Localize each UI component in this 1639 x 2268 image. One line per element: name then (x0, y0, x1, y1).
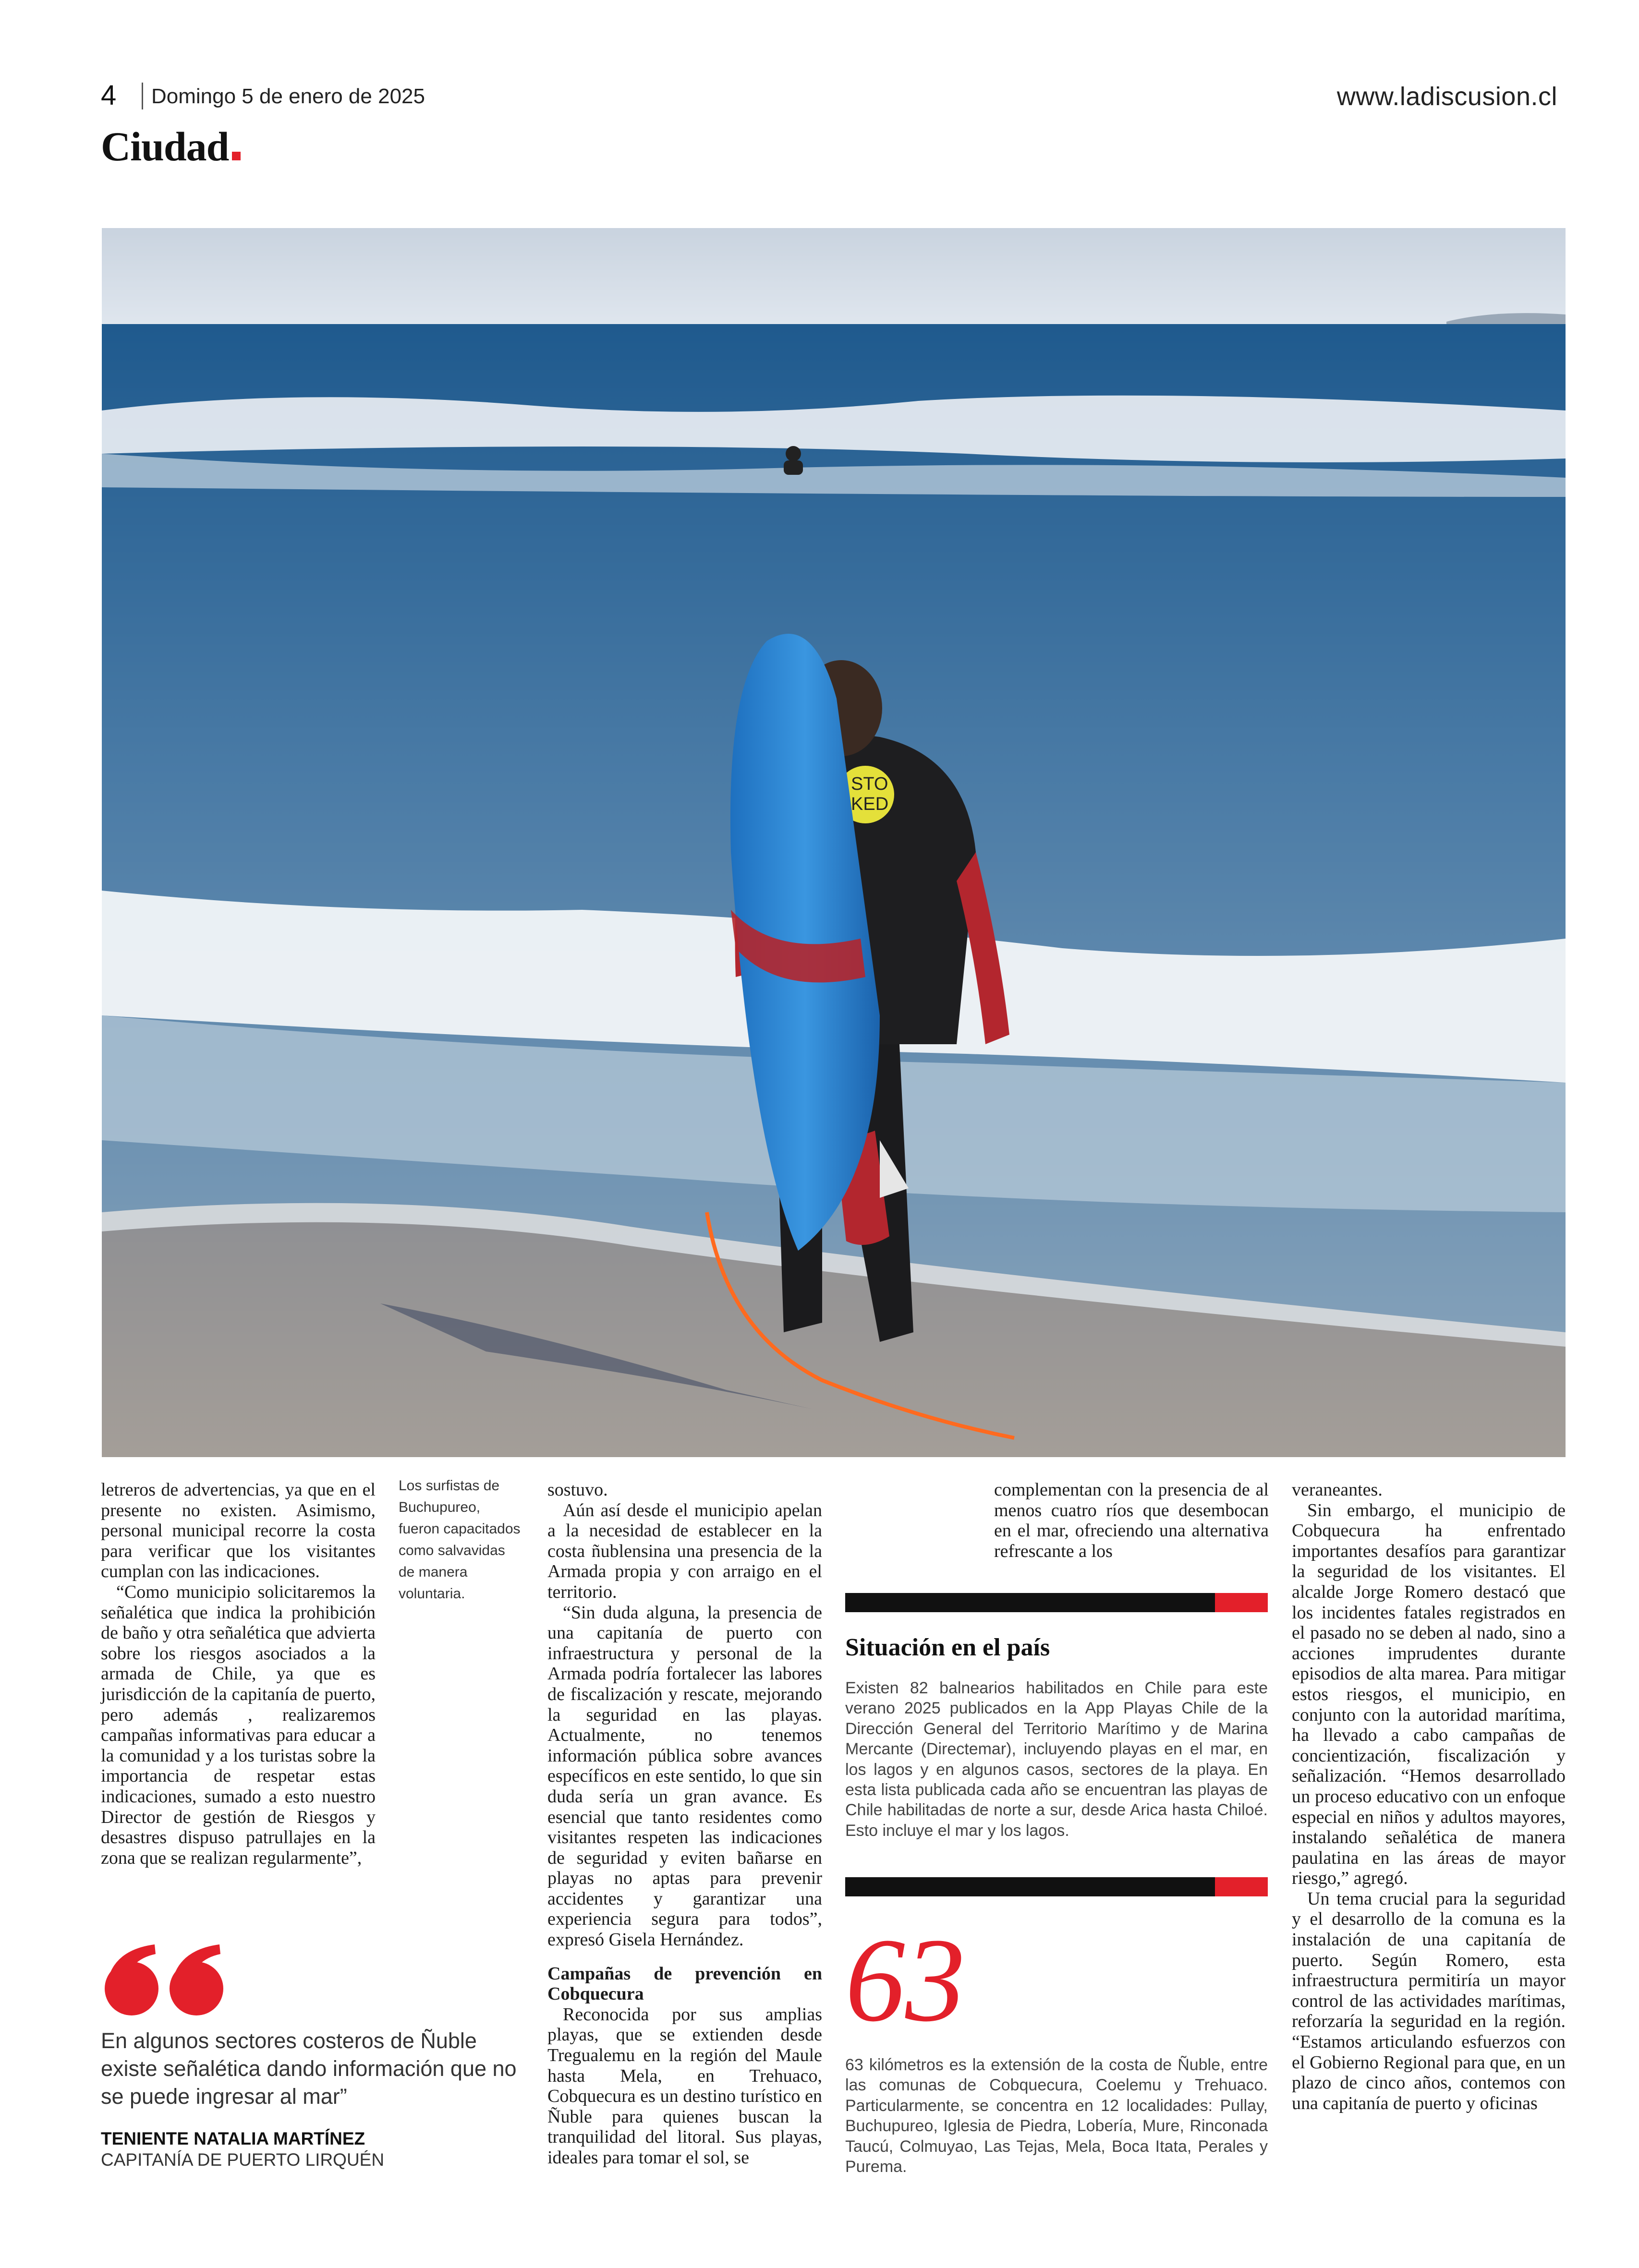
quote-author-role: CAPITANÍA DE PUERTO LIRQUÉN (101, 2150, 385, 2170)
highlight-text: 63 kilómetros es la extensión de la costa de Ñuble, entre las comunas de Cobquecura, Coelemu y Trehuaco. Particularmente, se concentra en 12 localidades: Pullay, Buchupureo, Iglesia de Piedra, Lobería, Mure, Rinconada Taucú, Colmuyao, Las Tejas, Mela, Boca Itata, Perales y Purema. (845, 2056, 1268, 2176)
surfer-photo (102, 228, 1566, 1457)
box-divider-bar (845, 1877, 1268, 1896)
bar-red (1215, 1877, 1268, 1896)
section-title (101, 122, 241, 170)
page-number: 4 (101, 80, 117, 111)
info-box-text: Existen 82 balnearios habilitados en Chile para este verano 2025 publicados en la App Playas Chile de la Dirección General del Territorio Marítimo y de Marina Mercante (Directemar), incluyendo playas en el mar, en los lagos y en algunos casos, sectores de la playa. En esta lista publicada cada año se encuentran las playas de Chile habilitadas de norte a sur, desde Arica hasta Chiloé. Esto incluye el mar y los lagos. (845, 1679, 1268, 1840)
pull-quote-text: En algunos sectores costeros de Ñuble existe señalética dando información que no se puede ingresar al mar” (101, 2028, 517, 2109)
bar-red (1215, 1593, 1268, 1612)
section-title-text: Ciudad (101, 123, 229, 169)
article-column-4 (1292, 1480, 1566, 2113)
highlight-number: 63 (845, 1914, 965, 2047)
bar-black (845, 1877, 1215, 1896)
article-paragraph: Reconocida por sus amplias playas, que se extienden desde Tregualemu en la región del Maule hasta Mela, en Trehuaco, Cobquecura es un destino turístico en Ñuble para quienes buscan la tranquilidad del litoral. Sus playas, ideales para tomar el sol, se (547, 2004, 822, 2168)
publication-date: Domingo 5 de enero de 2025 (151, 84, 425, 108)
article-paragraph: Un tema crucial para la seguridad y el desarrollo de la comuna es la instalación de una capitanía de puerto. Según Romero, esta infraestructura permitiría un mayor control de las actividades marítimas, reforzaría la seguridad en la región. “Estamos articulando esfuerzos con el Gobierno Regional para que, en un plazo de cinco años, contemos con una capitanía de puerto y oficinas (1292, 1888, 1566, 2113)
article-column-3 (994, 1480, 1269, 1561)
box-divider-bar (845, 1593, 1268, 1612)
article-column-2 (547, 1480, 822, 2168)
article-paragraph: complementan con la presencia de al menos cuatro ríos que desembocan en el mar, ofreciendo una alternativa refrescante a los (994, 1480, 1269, 1561)
header-separator (142, 83, 143, 109)
article-paragraph: sostuvo. (547, 1480, 608, 1500)
photo-caption: Los surfistas de Buchupureo, fueron capacitados como salvavidas de manera voluntaria. (399, 1478, 521, 1602)
quote-mark-icon (102, 1941, 231, 2017)
bar-black (845, 1593, 1215, 1612)
website-link[interactable]: www.ladiscusion.cl (1336, 82, 1557, 111)
wetsuit-text-line2: KED (851, 794, 889, 814)
quote-author: TENIENTE NATALIA MARTÍNEZ (101, 2129, 365, 2148)
wetsuit-text-line1: STO (851, 774, 888, 794)
article-paragraph: Aún así desde el municipio apelan a la necesidad de establecer en la costa ñublensina una presencia de la Armada propia y con arraigo en el territorio. (547, 1500, 822, 1602)
info-box-title: Situación en el país (845, 1634, 1050, 1661)
surfer-photo-illustration (102, 228, 1566, 1457)
article-paragraph: veraneantes. (1292, 1480, 1383, 1500)
article-column-1 (101, 1480, 376, 1868)
article-paragraph: “Sin duda alguna, la presencia de una capitanía de puerto con infraestructura y personal de la Armada podría fortalecer las labores de fiscalización y rescate, mejorando la seguridad en las playas. Actualmente, no tenemos información pública sobre avances específicos en este sentido, lo que sin duda sería un gran avance. Es esencial que tanto residentes como visitantes respeten las indicaciones de seguridad y eviten bañarse en playas no aptas para prevenir accidentes y garantizar una experiencia segura para todos”, expresó Gisela Hernández. (547, 1602, 822, 1950)
article-paragraph: Sin embargo, el municipio de Cobquecura ha enfrentado importantes desafíos para garantizar la seguridad de los visitantes. El alcalde Jorge Romero destacó que los incidentes fatales registrados en el pasado no se deben al nado, sino a acciones imprudentes durante episodios de alta marea. Para mitigar estos riesgos, el municipio, en conjunto con la autoridad marítima, ha llevado a cabo campañas de concientización, fiscalización y señalización. “Hemos desarrollado un proceso educativo con un enfoque especial en niños y adultos mayores, instalando señalética de manera paulatina en las áreas de mayor riesgo,” agregó. (1292, 1500, 1566, 1889)
article-paragraph: letreros de advertencias, ya que en el presente no existen. Asimismo, personal municipal recorre la costa para verificar que los visitantes cumplan con las indicaciones. (101, 1480, 376, 1582)
section-dot-icon (232, 152, 241, 160)
article-paragraph: “Como municipio solicitaremos la señalética que indica la prohibición de baño y otra señalética que advierta sobre los riesgos asociados a la armada de Chile, ya que es jurisdicción de la capitanía de puerto, pero además , realizaremos campañas informativas para educar a la comunidad y a los turistas sobre la importancia de respetar estas indicaciones, sumado a esto nuestro Director de gestión de Riesgos y desastres dispuso patrullajes en la zona que se realizan regularmente”, (101, 1581, 376, 1868)
article-subheading: Campañas de prevención en Cobquecura (547, 1963, 822, 2004)
